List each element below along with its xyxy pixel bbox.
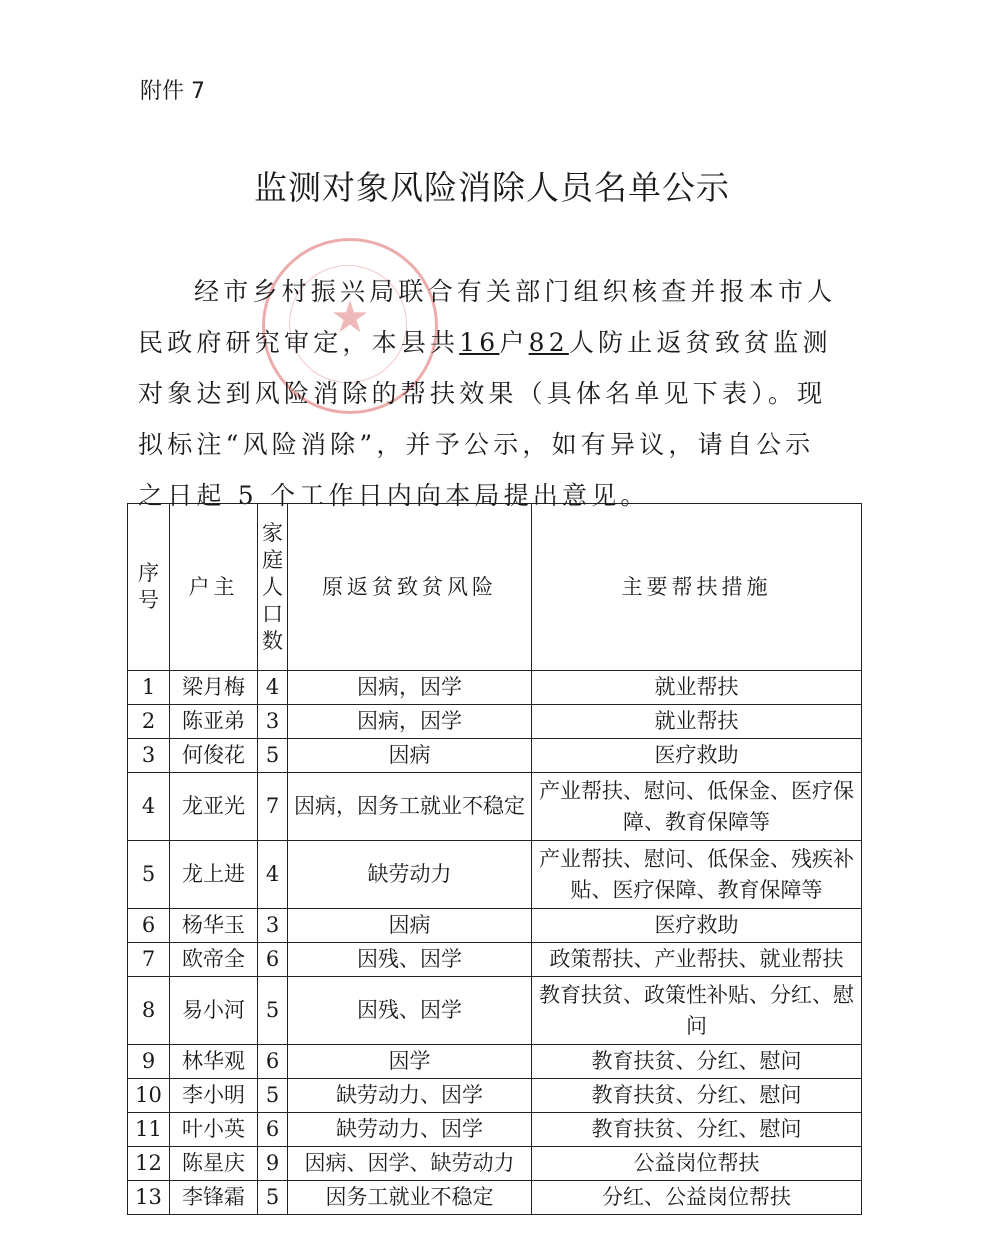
notice-paragraph xyxy=(138,266,838,521)
cell-name: 陈星庆 xyxy=(170,1147,258,1181)
cell-name: 陈亚弟 xyxy=(170,705,258,739)
person-count: 82 xyxy=(528,328,569,357)
table-row xyxy=(128,1045,862,1079)
table-row xyxy=(128,909,862,943)
household-table xyxy=(127,503,862,1215)
cell-size: 3 xyxy=(258,705,288,739)
cell-name: 何俊花 xyxy=(170,739,258,773)
cell-size: 9 xyxy=(258,1147,288,1181)
cell-no: 11 xyxy=(128,1113,170,1147)
cell-size: 5 xyxy=(258,739,288,773)
cell-size: 4 xyxy=(258,841,288,909)
cell-no: 6 xyxy=(128,909,170,943)
cell-risk: 因务工就业不稳定 xyxy=(288,1181,532,1215)
page-title: 监测对象风险消除人员名单公示 xyxy=(254,168,730,207)
cell-no: 10 xyxy=(128,1079,170,1113)
cell-size: 6 xyxy=(258,1045,288,1079)
col-header-no: 序 号 xyxy=(128,504,170,671)
cell-measures: 就业帮扶 xyxy=(532,671,862,705)
cell-no: 1 xyxy=(128,671,170,705)
notice-text-1: 经市乡村振兴局联合有关部门组织核查并报本市人民政府研究审定，本县共 xyxy=(138,277,837,357)
cell-measures: 医疗救助 xyxy=(532,909,862,943)
cell-measures: 政策帮扶、产业帮扶、就业帮扶 xyxy=(532,943,862,977)
table-row xyxy=(128,977,862,1045)
cell-risk: 因病 xyxy=(288,739,532,773)
cell-no: 7 xyxy=(128,943,170,977)
table-row xyxy=(128,773,862,841)
table-row xyxy=(128,943,862,977)
cell-measures: 教育扶贫、分红、慰问 xyxy=(532,1045,862,1079)
table-row xyxy=(128,1181,862,1215)
cell-measures: 教育扶贫、分红、慰问 xyxy=(532,1079,862,1113)
cell-measures: 公益岗位帮扶 xyxy=(532,1147,862,1181)
cell-no: 13 xyxy=(128,1181,170,1215)
cell-name: 叶小英 xyxy=(170,1113,258,1147)
table-row xyxy=(128,705,862,739)
table-row xyxy=(128,671,862,705)
cell-risk: 缺劳动力、因学 xyxy=(288,1113,532,1147)
cell-name: 杨华玉 xyxy=(170,909,258,943)
cell-size: 6 xyxy=(258,943,288,977)
cell-name: 梁月梅 xyxy=(170,671,258,705)
seal-star-icon: ★ xyxy=(330,292,370,343)
cell-name: 李锋霜 xyxy=(170,1181,258,1215)
col-header-head: 户主 xyxy=(170,504,258,671)
col-header-size: 家 庭 人 口 数 xyxy=(258,504,288,671)
cell-no: 2 xyxy=(128,705,170,739)
cell-measures: 产业帮扶、慰问、低保金、医疗保障、教育保障等 xyxy=(532,773,862,841)
cell-measures: 产业帮扶、慰问、低保金、残疾补贴、医疗保障、教育保障等 xyxy=(532,841,862,909)
attachment-label: 附件 7 xyxy=(140,79,205,104)
cell-risk: 因病，因学 xyxy=(288,671,532,705)
cell-risk: 因病，因务工就业不稳定 xyxy=(288,773,532,841)
cell-name: 李小明 xyxy=(170,1079,258,1113)
cell-risk: 因残、因学 xyxy=(288,943,532,977)
table-row xyxy=(128,841,862,909)
cell-risk: 因病 xyxy=(288,909,532,943)
cell-size: 5 xyxy=(258,1079,288,1113)
cell-name: 龙上进 xyxy=(170,841,258,909)
cell-no: 5 xyxy=(128,841,170,909)
cell-size: 7 xyxy=(258,773,288,841)
cell-measures: 就业帮扶 xyxy=(532,705,862,739)
cell-risk: 因残、因学 xyxy=(288,977,532,1045)
cell-risk: 缺劳动力 xyxy=(288,841,532,909)
cell-risk: 因学 xyxy=(288,1045,532,1079)
cell-risk: 因病，因学 xyxy=(288,705,532,739)
cell-no: 12 xyxy=(128,1147,170,1181)
table-row xyxy=(128,1113,862,1147)
cell-measures: 教育扶贫、分红、慰问 xyxy=(532,1113,862,1147)
cell-measures: 教育扶贫、政策性补贴、分红、慰问 xyxy=(532,977,862,1045)
cell-name: 欧帝全 xyxy=(170,943,258,977)
cell-size: 4 xyxy=(258,671,288,705)
table-row xyxy=(128,1147,862,1181)
table-row xyxy=(128,1079,862,1113)
cell-no: 4 xyxy=(128,773,170,841)
notice-text-3: 人防止返贫致贫监测对象达到风险消除的帮扶效果（具体名单见下表）。现拟标注“风险消除”，并予公示，如有异议，请自公示之日起 5 个工作日内向本局提出意见。 xyxy=(138,328,832,510)
table-header-row xyxy=(128,504,862,671)
cell-risk: 缺劳动力、因学 xyxy=(288,1079,532,1113)
cell-risk: 因病、因学、缺劳动力 xyxy=(288,1147,532,1181)
cell-no: 9 xyxy=(128,1045,170,1079)
cell-name: 龙亚光 xyxy=(170,773,258,841)
cell-size: 3 xyxy=(258,909,288,943)
cell-size: 6 xyxy=(258,1113,288,1147)
col-header-measures: 主要帮扶措施 xyxy=(532,504,862,671)
cell-name: 易小河 xyxy=(170,977,258,1045)
household-count: 16 xyxy=(459,328,500,357)
cell-measures: 分红、公益岗位帮扶 xyxy=(532,1181,862,1215)
cell-no: 3 xyxy=(128,739,170,773)
table-row xyxy=(128,739,862,773)
notice-text-2: 户 xyxy=(499,328,529,357)
col-header-risk: 原返贫致贫风险 xyxy=(288,504,532,671)
cell-measures: 医疗救助 xyxy=(532,739,862,773)
cell-size: 5 xyxy=(258,977,288,1045)
cell-size: 5 xyxy=(258,1181,288,1215)
cell-name: 林华观 xyxy=(170,1045,258,1079)
cell-no: 8 xyxy=(128,977,170,1045)
